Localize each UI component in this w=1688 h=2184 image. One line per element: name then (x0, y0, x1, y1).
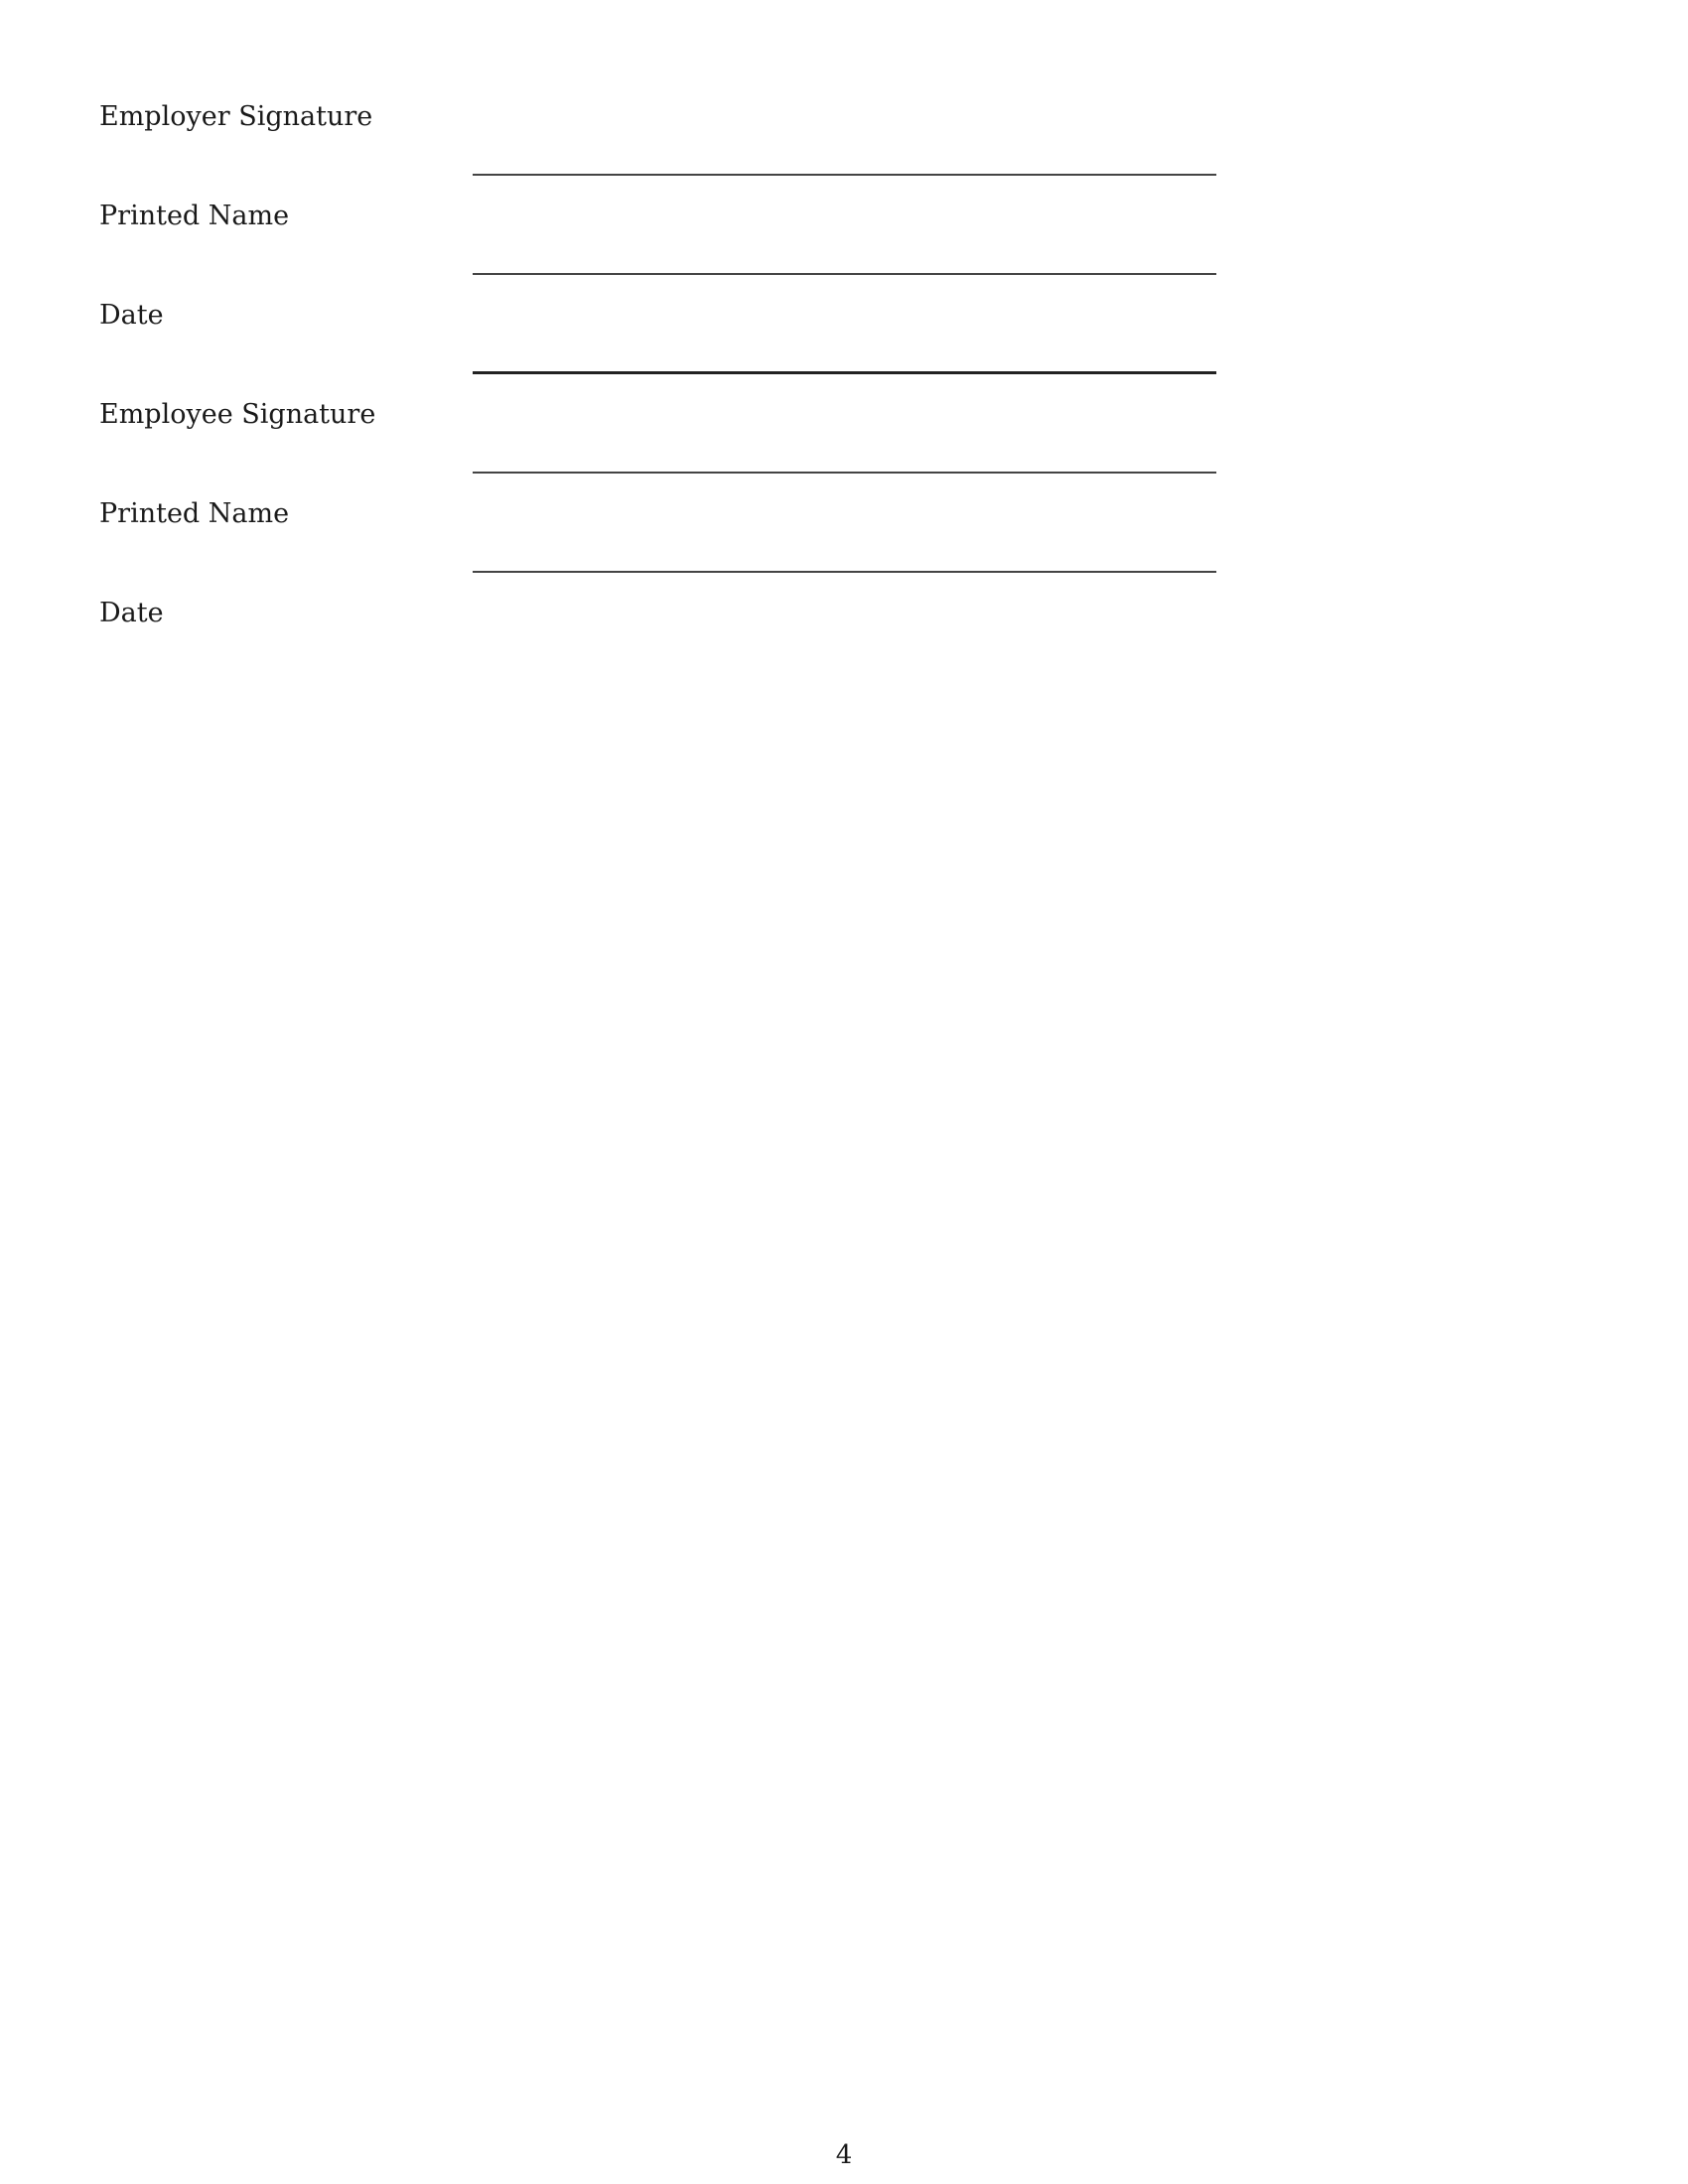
page-number: 4 (835, 2140, 853, 2170)
employee-date-label: Date (99, 598, 164, 628)
employer-printed-name-line (473, 273, 1216, 275)
employee-signature-label: Employee Signature (99, 399, 376, 430)
employer-date-line (473, 371, 1216, 374)
employer-signature-label: Employer Signature (99, 101, 373, 132)
employer-signature-line (473, 174, 1216, 176)
employee-signature-line (473, 472, 1216, 474)
employer-date-label: Date (99, 300, 164, 331)
employee-printed-name-label: Printed Name (99, 498, 290, 529)
employee-printed-name-line (473, 571, 1216, 573)
employer-printed-name-label: Printed Name (99, 201, 290, 231)
